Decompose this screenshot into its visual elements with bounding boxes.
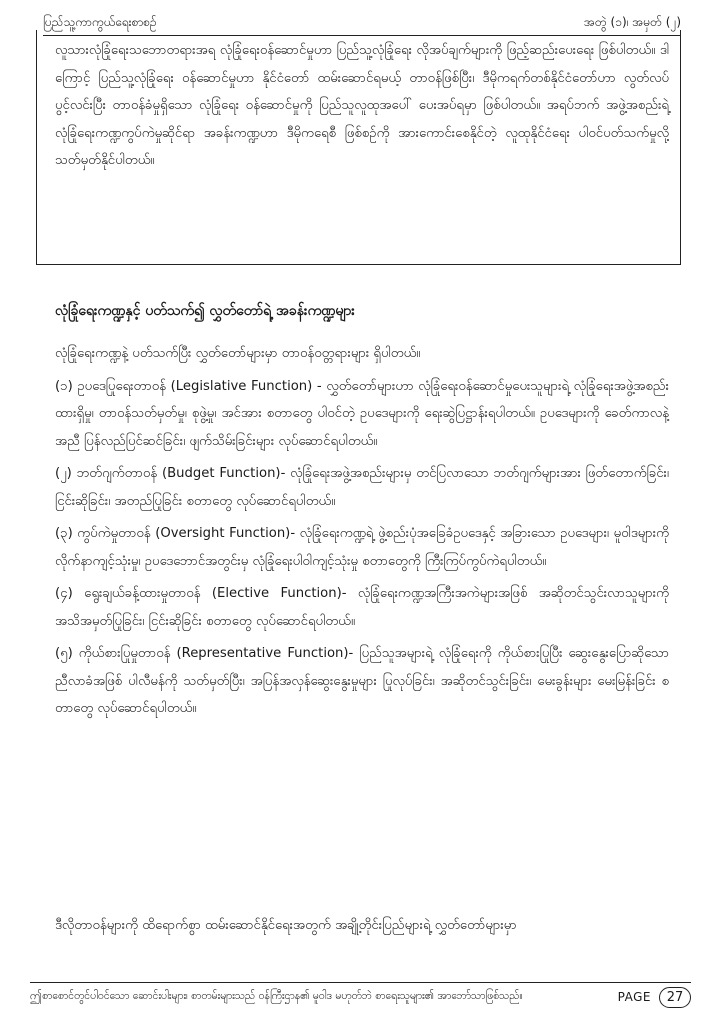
footer-disclaimer: ဤစာစောင်တွင်ပါဝင်သော ဆောင်းပါးများ၊ စာတမ်းများသည် ဝန်ကြီးဌာန၏ မူဝါဒ မဟုတ်ဘဲ စာရေးသူများ၏ အာဘော်သာဖြစ်သည်။ (30, 989, 523, 1002)
issue-number: အတွဲ (၁)၊ အမှတ် (၂) (584, 15, 681, 29)
publication-title: ပြည်သူ့ကာကွယ်ရေးစာစဉ် (43, 15, 157, 29)
page-number: 27 (659, 987, 691, 1008)
page-footer (30, 982, 691, 1011)
function-item-oversight: (၃) ကွပ်ကဲမှုတာဝန် (Oversight Function)- လုံခြုံရေးကဏ္ဍရဲ့ ဖွဲ့စည်းပုံအခြေခံဥပဒေနှင့် အခြားသော ဥပဒေများ၊ မူဝါဒများကို လိုက်နာကျင့်သုံးမှု၊ ဥပဒေဘောင်အတွင်းမှ လုံခြုံရေးပါဝါကျင့်သုံးမှု စတာတွေကို ကြီးကြပ်ကွပ်ကဲရပါတယ်။ (55, 526, 669, 569)
closing-paragraph: ဒီလိုတာဝန်များကို ထိရောက်စွာ ထမ်းဆောင်နိုင်ရေးအတွက် အချို့တိုင်းပြည်များရဲ့ လွှတ်တော်များမှာ (55, 918, 517, 933)
function-item-representative: (၅) ကိုယ်စားပြုမှုတာဝန် (Representative Function)- ပြည်သူအများရဲ့ လုံခြုံရေးကို ကိုယ်စားပြုပြီး ဆွေးနွေးပြောဆိုသော ညီလာခံအဖြစ် ပါလီမန်ကို သတ်မှတ်ပြီး၊ အပြန်အလှန်ဆွေးနွေးမှုများ ပြုလုပ်ခြင်း၊ အဆိုတင်သွင်းခြင်း၊ မေးခွန်းများ မေးမြန်းခြင်း စတာတွေ လုပ်ဆောင်ရပါတယ်။ (55, 646, 669, 716)
page-label: PAGE (617, 990, 651, 1004)
page-indicator (618, 987, 691, 1008)
function-item-elective: (၄) ရွေးချယ်ခန့်ထားမှုတာဝန် (Elective Function)- လုံခြုံရေးကဏ္ဍအကြီးအကဲများအဖြစ် အဆိုတင်သွင်းလာသူများကို အသိအမှတ်ပြုခြင်း၊ ငြင်းဆိုခြင်း စတာတွေ လုပ်ဆောင်ရပါတယ်။ (55, 586, 669, 629)
function-item-legislative: (၁) ဥပဒေပြုရေးတာဝန် (Legislative Function) - လွှတ်တော်များဟာ လုံခြုံရေးဝန်ဆောင်မှုပေးသူများရဲ့ လုံခြုံရေးအဖွဲ့အစည်း ထားရှိမှု၊ တာဝန်သတ်မှတ်မှု၊ စုဖွဲ့မှု၊ အင်အား စတာတွေ ပါဝင်တဲ့ ဥပဒေများကို ရေးဆွဲပြဋ္ဌာန်းရပါတယ်။ ဥပဒေများကို ခေတ်ကာလနဲ့ အညီ ပြန်လည်ပြင်ဆင်ခြင်း၊ ဖျက်သိမ်းခြင်းများ လုပ်ဆောင်ရပါတယ်။ (55, 378, 669, 449)
section-heading: လုံခြုံရေးကဏ္ဍနှင့် ပတ်သက်၍ လွှတ်တော်ရဲ့ အခန်းကဏ္ဍများ (55, 303, 355, 319)
function-item-budget: (၂) ဘတ်ဂျက်တာဝန် (Budget Function)- လုံခြုံရေးအဖွဲ့အစည်းများမှ တင်ပြလာသော ဘတ်ဂျက်များအား ဖြတ်တောက်ခြင်း၊ ငြင်းဆိုခြင်း၊ အတည်ပြုခြင်း စတာတွေ လုပ်ဆောင်ရပါတယ်။ (55, 466, 669, 509)
intro-paragraph: လူသားလုံခြုံရေးသဘောတရားအရ လုံခြုံရေးဝန်ဆောင်မှုဟာ ပြည်သူ့လုံခြုံရေး လိုအပ်ချက်များကို ဖြည့်ဆည်းပေးရေး ဖြစ်ပါတယ်။ ဒါကြောင့် ပြည်သူ့လုံခြုံရေး ဝန်ဆောင်မှုဟာ နိုင်ငံတော် ထမ်းဆောင်ရမယ့် တာဝန်ဖြစ်ပြီး၊ ဒီမိုကရက်တစ်နိုင်ငံတော်ဟာ လွတ်လပ်ပွင့်လင်းပြီး တာဝန်ခံမှုရှိသော လုံခြုံရေး ဝန်ဆောင်မှုကို ပြည်သူလူထုအပေါ် ပေးအပ်ရမှာ ဖြစ်ပါတယ်။ အရပ်ဘက် အဖွဲ့အစည်းရဲ့ လုံခြုံရေးကဏ္ဍကွပ်ကဲမှုဆိုင်ရာ အခန်းကဏ္ဍဟာ ဒီမိုကရေစီ ဖြစ်စဉ်ကို အားကောင်းစေနိုင်တဲ့ လူထုနိုင်ငံရေး ပါဝင်ပတ်သက်မှုလို့ သတ်မှတ်နိုင်ပါတယ်။ (55, 43, 669, 168)
section-intro: လုံခြုံရေးကဏ္ဍနဲ့ ပတ်သက်ပြီး လွှတ်တော်များမှာ တာဝန်ဝတ္တရားများ ရှိပါတယ်။ (55, 346, 421, 361)
section-body (55, 340, 669, 728)
intro-box (55, 37, 669, 180)
